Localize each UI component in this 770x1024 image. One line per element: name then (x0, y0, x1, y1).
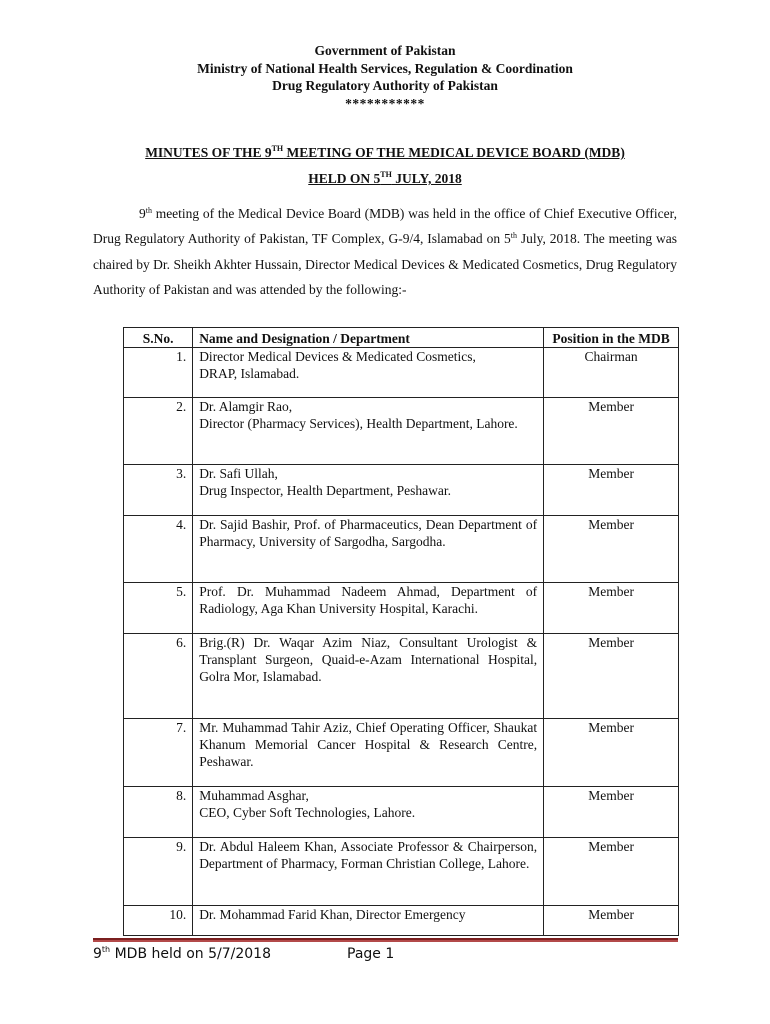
cell-name-designation (193, 787, 544, 838)
header-government: Government of Pakistan (314, 43, 456, 58)
title-post: MEETING OF THE MEDICAL DEVICE BOARD (MDB) (283, 145, 625, 160)
name-line: Director Medical Devices & Medicated Cosmetics, (199, 349, 476, 364)
cell-sno: 3. (124, 465, 193, 516)
header-authority: Drug Regulatory Authority of Pakistan (272, 78, 498, 93)
name-line: Mr. Muhammad Tahir Aziz, Chief Operating Officer, Shaukat Khanum Memorial Cancer Hospital & Research Centre, Peshawar. (199, 720, 538, 769)
cell-sno: 7. (124, 719, 193, 787)
title-sup: TH (271, 144, 284, 153)
cell-sno: 8. (124, 787, 193, 838)
table-body (124, 348, 679, 936)
table-row (124, 719, 679, 787)
cell-name-designation (193, 906, 544, 936)
cell-sno: 4. (124, 516, 193, 583)
footer-rule (93, 938, 678, 942)
table-row (124, 634, 679, 719)
footer-rest: MDB held on 5/7/2018 (110, 946, 271, 962)
cell-position: Member (544, 906, 679, 936)
footer-meeting-ref (93, 946, 271, 962)
cell-sno: 10. (124, 906, 193, 936)
footer-page-number: Page 1 (347, 946, 395, 962)
cell-name-designation (193, 348, 544, 398)
intro-part1: meeting of the Medical Device Board (MDB) was held in the office of Chief Executive Officer, Drug Regulatory Authority of Pakistan, TF Complex, G-9/4, Islamabad on (93, 206, 677, 247)
cell-position: Member (544, 787, 679, 838)
table-row (124, 516, 679, 583)
intro-day: 5 (503, 231, 511, 247)
name-line: Dr. Alamgir Rao, (199, 399, 293, 414)
cell-name-designation (193, 634, 544, 719)
intro-day-sup: th (510, 231, 517, 241)
cell-position: Member (544, 719, 679, 787)
cell-name-designation (193, 516, 544, 583)
header-separator: *********** (345, 95, 425, 111)
table-row (124, 348, 679, 398)
table-header-row (124, 328, 679, 348)
intro-num: 9 (139, 206, 146, 221)
cell-position: Member (544, 583, 679, 634)
intro-part2: July, 2018. The meeting was chaired by Dr. Sheikh Akhter Hussain, Director Medical Devices & Medicated Cosmetics, Drug Regulatory Authority of Pakistan and was attended by the following:- (93, 231, 677, 297)
name-line: Brig.(R) Dr. Waqar Azim Niaz, Consultant Urologist & Transplant Surgeon, Quaid-e-Azam International Hospital, Golra Mor, Islamabad. (199, 635, 538, 684)
col-header-sno: S.No. (124, 328, 193, 348)
footer-num: 9 (93, 946, 102, 962)
name-line: DRAP, Islamabad. (199, 366, 300, 381)
table-row (124, 838, 679, 906)
cell-position: Member (544, 465, 679, 516)
cell-sno: 9. (124, 838, 193, 906)
cell-position: Chairman (544, 348, 679, 398)
name-line: Dr. Mohammad Farid Khan, Director Emergency (199, 907, 466, 922)
table-row (124, 906, 679, 936)
cell-position: Member (544, 634, 679, 719)
title-pre: MINUTES OF THE 9 (145, 145, 272, 160)
header-ministry: Ministry of National Health Services, Regulation & Coordination (197, 60, 573, 76)
name-line: Prof. Dr. Muhammad Nadeem Ahmad, Department of Radiology, Aga Khan University Hospital, Karachi. (199, 584, 538, 616)
subtitle-sup: TH (380, 170, 392, 179)
cell-sno: 6. (124, 634, 193, 719)
cell-name-designation (193, 398, 544, 465)
footer-num-sup: th (101, 945, 111, 954)
name-line: Dr. Safi Ullah, (199, 466, 278, 481)
name-line: Drug Inspector, Health Department, Peshawar. (199, 483, 451, 498)
cell-position: Member (544, 516, 679, 583)
name-line: Dr. Abdul Haleem Khan, Associate Professor & Chairperson, Department of Pharmacy, Forman Christian College, Lahore. (199, 839, 538, 871)
name-line: Director (Pharmacy Services), Health Department, Lahore. (199, 416, 518, 431)
name-line: CEO, Cyber Soft Technologies, Lahore. (199, 805, 416, 820)
cell-name-designation (193, 838, 544, 906)
col-header-position: Position in the MDB (544, 328, 679, 348)
table-row (124, 583, 679, 634)
cell-name-designation (193, 719, 544, 787)
table-row (124, 465, 679, 516)
cell-name-designation (193, 583, 544, 634)
name-line: Dr. Sajid Bashir, Prof. of Pharmaceutics, Dean Department of Pharmacy, University of Sargodha, Sargodha. (199, 517, 538, 549)
cell-position: Member (544, 838, 679, 906)
members-table (123, 327, 679, 936)
cell-sno: 1. (124, 348, 193, 398)
subtitle-post: JULY, 2018 (391, 171, 462, 186)
cell-sno: 2. (124, 398, 193, 465)
cell-position: Member (544, 398, 679, 465)
col-header-name: Name and Designation / Department (193, 328, 544, 348)
name-line: Muhammad Asghar, (199, 788, 309, 803)
table-row (124, 787, 679, 838)
subtitle-pre: HELD ON 5 (308, 171, 381, 186)
cell-sno: 5. (124, 583, 193, 634)
table-row (124, 398, 679, 465)
intro-num-sup: th (145, 206, 152, 215)
cell-name-designation (193, 465, 544, 516)
